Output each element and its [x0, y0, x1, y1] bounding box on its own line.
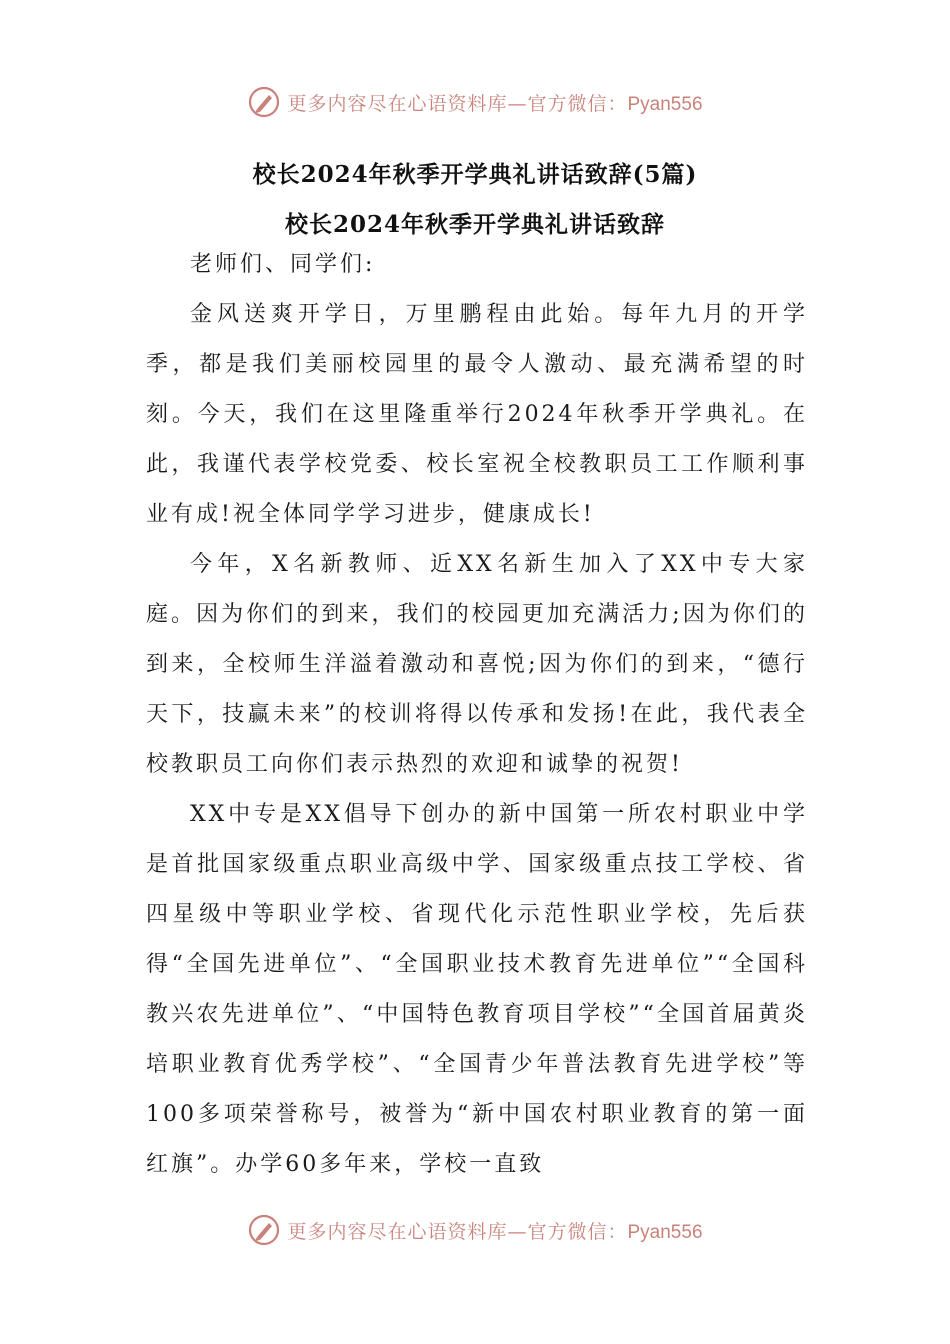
paragraph: 今年，X名新教师、近XX名新生加入了XX中专大家庭。因为你们的到来，我们的校园更加充满活力;因为你们的到来，全校师生洋溢着激动和喜悦;因为你们的到来，“德行天下，技赢未来”的校训将得以传承和发扬!在此，我代表全校教职员工向你们表示热烈的欢迎和诚挚的祝贺!	[146, 552, 808, 777]
document-title: 校长2024年秋季开学典礼讲话致辞(5篇)	[252, 161, 698, 188]
document-subtitle: 校长2024年秋季开学典礼讲话致辞	[284, 211, 665, 238]
paragraph: XX中专是XX倡导下创办的新中国第一所农村职业中学是首批国家级重点职业高级中学、国家级重点技工学校、省四星级中等职业学校、省现代化示范性职业学校，先后获得“全国先进单位”、“全国职业技术教育先进单位”“全国科教兴农先进单位”、“中国特色教育项目学校”“全国首届黄炎培职业教育优秀学校”、“全国青少年普法教育先进学校”等100多项荣誉称号，被誉为“新中国农村职业教育的第一面红旗”。办学60多年来，学校一直致	[146, 802, 808, 1177]
paragraph: 金风送爽开学日，万里鹏程由此始。每年九月的开学季，都是我们美丽校园里的最令人激动、最充满希望的时刻。今天，我们在这里隆重举行2024年秋季开学典礼。在此，我谨代表学校党委、校长室祝全校教职员工工作顺利事业有成!祝全体同学学习进步，健康成长!	[146, 302, 808, 527]
greeting: 老师们、同学们:	[190, 252, 376, 277]
header-watermark	[0, 82, 950, 122]
pen-circle-icon	[247, 85, 281, 119]
document-body	[146, 240, 808, 1190]
watermark-text: 更多内容尽在心语资料库—官方微信：Pyan556	[287, 1220, 703, 1243]
pen-circle-icon	[247, 1213, 281, 1247]
watermark-text: 更多内容尽在心语资料库—官方微信：Pyan556	[287, 92, 703, 115]
footer-watermark	[0, 1210, 950, 1250]
